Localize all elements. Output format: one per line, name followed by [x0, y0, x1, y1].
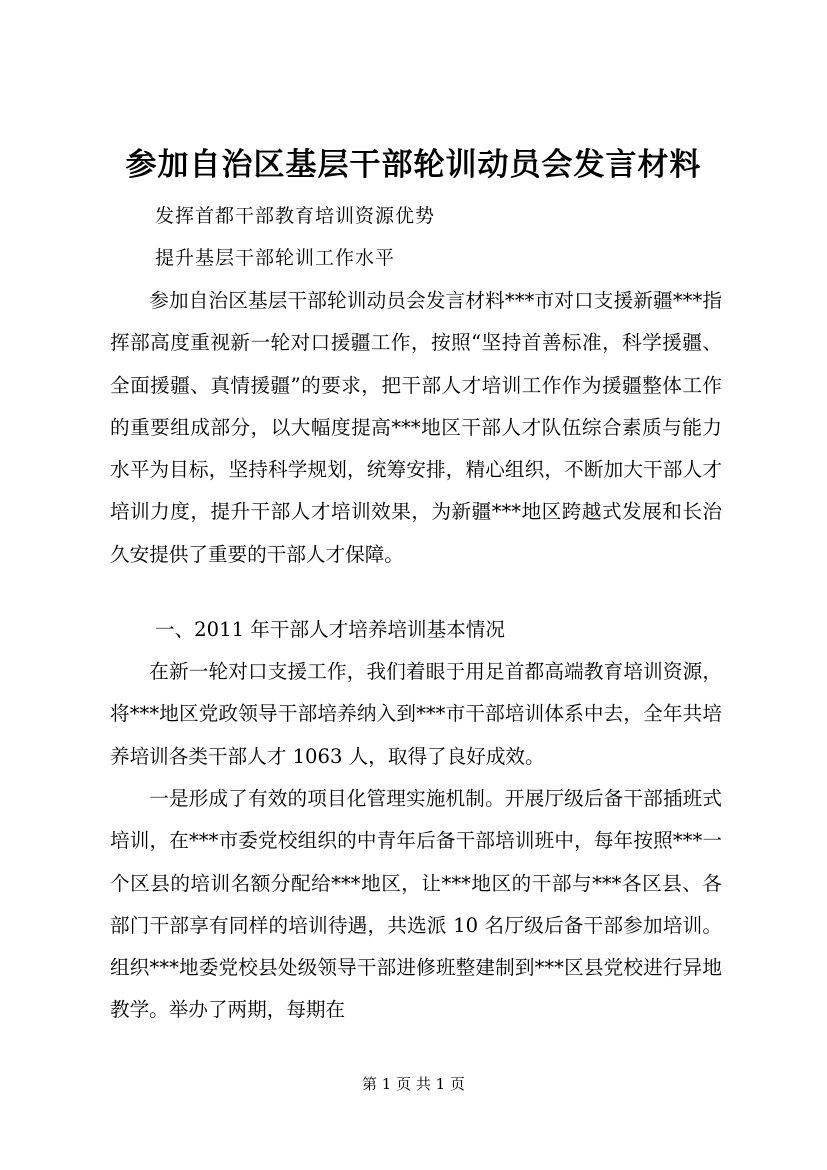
section-heading: 一、2011 年干部人才培养培训基本情况	[155, 618, 505, 641]
subtitle-2: 提升基层干部轮训工作水平	[155, 247, 396, 269]
body-paragraph-2: 一是形成了有效的项目化管理实施机制。开展厅级后备干部插班式培训，在***市委党校组织的中青年后备干部培训班中，每年按照***一个区县的培训名额分配给***地区，让***地区的干部与***各区县、各部门干部享有同样的培训待遇，共选派 10 名厅级后备干部参加培训。组织***地委党校县处级领导干部进修班整建制到***区县党校进行异地教学。举办了两期，每期在	[110, 787, 722, 1022]
page-footer: 第 1 页 共 1 页	[362, 1075, 465, 1093]
document-title: 参加自治区基层干部轮训动员会发言材料	[125, 147, 702, 183]
intro-paragraph: 参加自治区基层干部轮训动员会发言材料***市对口支援新疆***指挥部高度重视新一轮对口援疆工作，按照“坚持首善标准，科学援疆、全面援疆、真情援疆”的要求，把干部人才培训工作作为援疆整体工作的重要组成部分，以大幅度提高***地区干部人才队伍综合素质与能力水平为目标，坚持科学规划，统筹安排，精心组织，不断加大干部人才培训力度，提升干部人才培训效果，为新疆***地区跨越式发展和长治久安提供了重要的干部人才保障。	[110, 289, 722, 566]
body-paragraph-1: 在新一轮对口支援工作，我们着眼于用足首都高端教育培训资源，将***地区党政领导干部培养纳入到***市干部培训体系中去，全年共培养培训各类干部人才 1063 人，取得了良好成效。	[110, 660, 722, 768]
subtitle-1: 发挥首都干部教育培训资源优势	[155, 205, 436, 227]
